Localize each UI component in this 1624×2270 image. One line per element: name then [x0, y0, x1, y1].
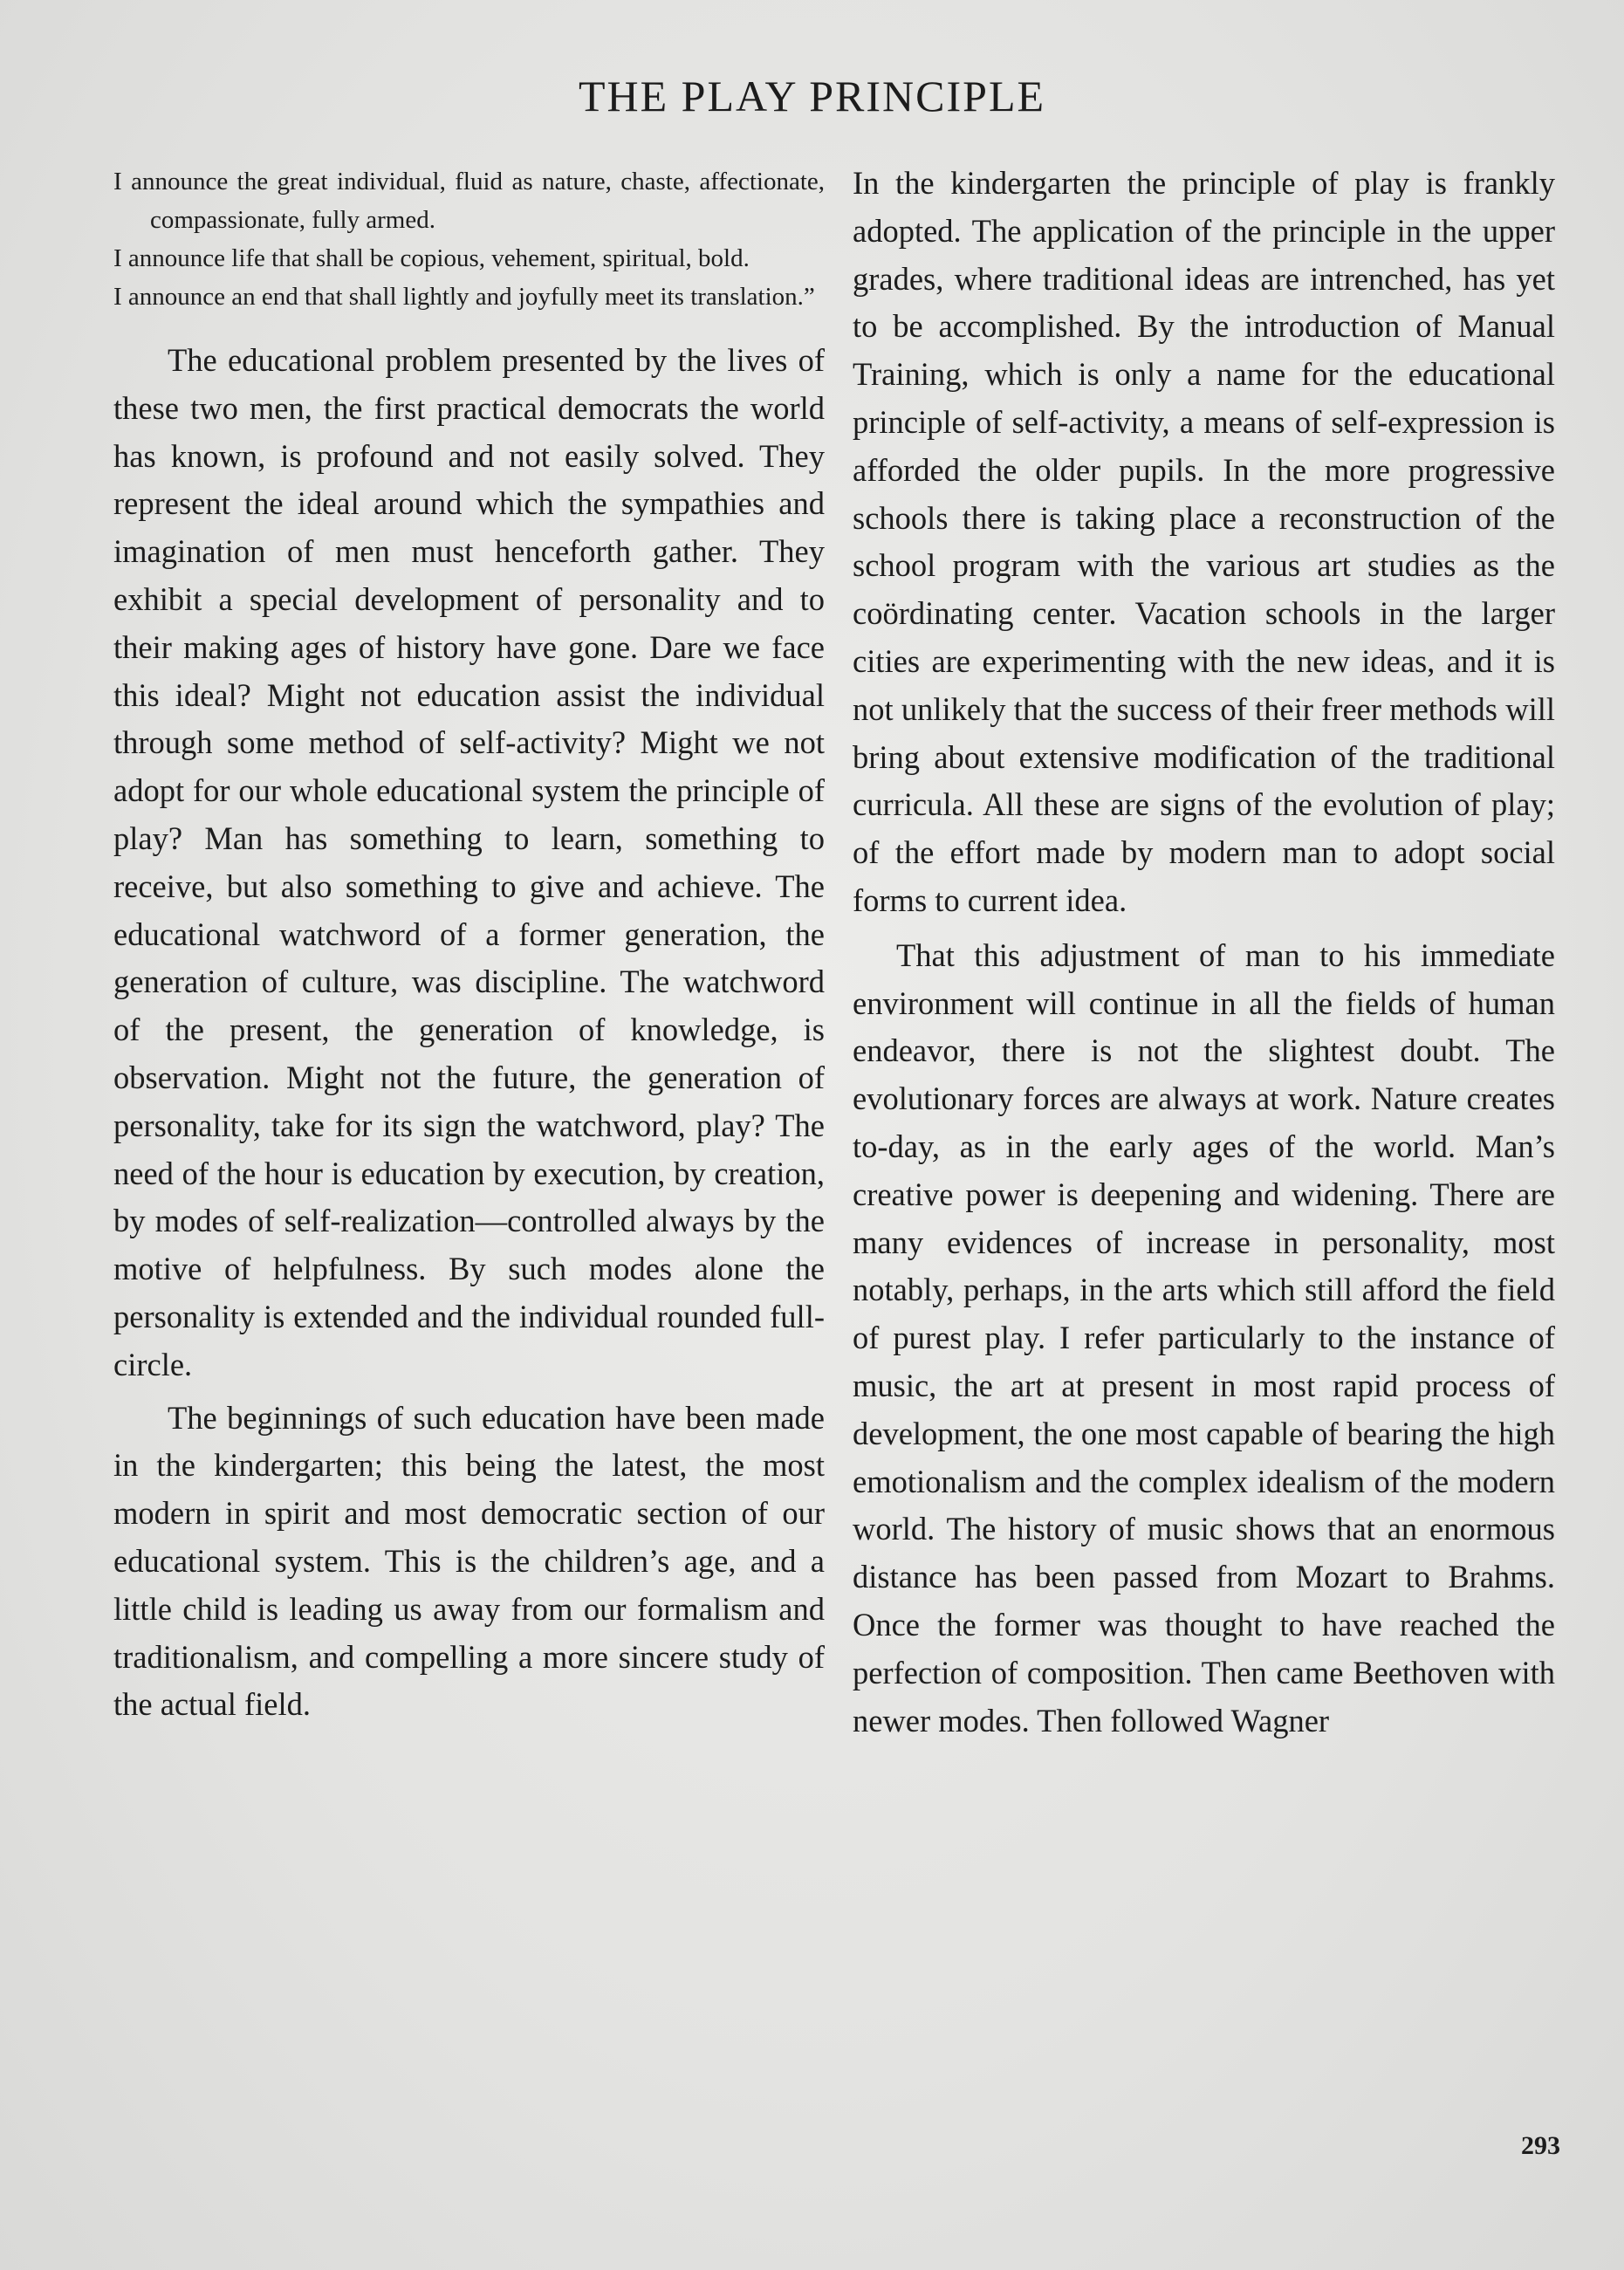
epigraph-quote — [113, 162, 825, 316]
quote-line: I announce the great individual, fluid as nature, chaste, affectionate, compassionate, fully armed. — [113, 168, 825, 234]
quote-line: I announce life that shall be copious, vehement, spiritual, bold. — [113, 244, 750, 272]
left-column — [113, 162, 825, 1729]
page-number: 293 — [1521, 2131, 1560, 2160]
page-title: THE PLAY PRINCIPLE — [578, 72, 1046, 120]
body-paragraph: The beginnings of such education have been made in the kindergarten; this being the latest, the most modern in spirit and most democratic section of our educational system. This is the children’s age, and a little child is leading us away from our formalism and traditionalism, and compelling a more sincere study of the actual field. — [113, 1399, 825, 1723]
body-paragraph: In the kindergarten the principle of play is frankly adopted. The application of the principle in the upper grades, where traditional ideas are intrenched, has yet to be accomplished. By the introduction of Manual Training, which is only a name for the educational principle of self-activity, a means of self-expression is afforded the older pupils. In the more progressive schools there is taking place a reconstruction of the school program with the various art studies as the coördinating center. Vacation schools in the larger cities are experimenting with the new ideas, and it is not unlikely that the success of their freer methods will bring about extensive modification of the traditional curricula. All these are signs of the evolution of play; of the effort made by modern man to adopt social forms to current idea. — [853, 165, 1555, 918]
right-column — [853, 160, 1555, 1745]
body-paragraph: The educational problem presented by the lives of these two men, the first practical democrats the world has known, is profound and not easily solved. They represent the ideal around which the sympathies and imagination of men must henceforth gather. They exhibit a special development of personality and to their making ages of history have gone. Dare we face this ideal? Might not education assist the individual through some method of self-activity? Might we not adopt for our whole educational system the principle of play? Man has something to learn, something to receive, but also something to give and achieve. The educational watchword of a former generation, the generation of culture, was discipline. The watchword of the present, the generation of knowledge, is observation. Might not the future, the generation of personality, take for its sign the watchword, play? The need of the hour is education by execution, by creation, by modes of self-realization—controlled always by the motive of helpfulness. By such modes alone the personality is extended and the individual rounded full-circle. — [113, 342, 825, 1382]
body-paragraph: That this adjustment of man to his immediate environment will continue in all the fields of human endeavor, there is not the slightest doubt. The evolutionary forces are always at work. Nature creates to-day, as in the early ages of the world. Man’s creative power is deepening and widening. There are many evidences of increase in personality, most notably, perhaps, in the arts which still afford the field of purest play. I refer particularly to the instance of music, the art at present in most rapid process of development, the one most capable of bearing the high emotionalism and the complex idealism of the modern world. The history of music shows that an enormous distance has been passed from Mozart to Brahms. Once the former was thought to have reached the perfection of composition. Then came Beethoven with newer modes. Then followed Wagner — [853, 936, 1555, 1739]
quote-line: I announce an end that shall lightly and joyfully meet its translation.” — [113, 283, 815, 311]
